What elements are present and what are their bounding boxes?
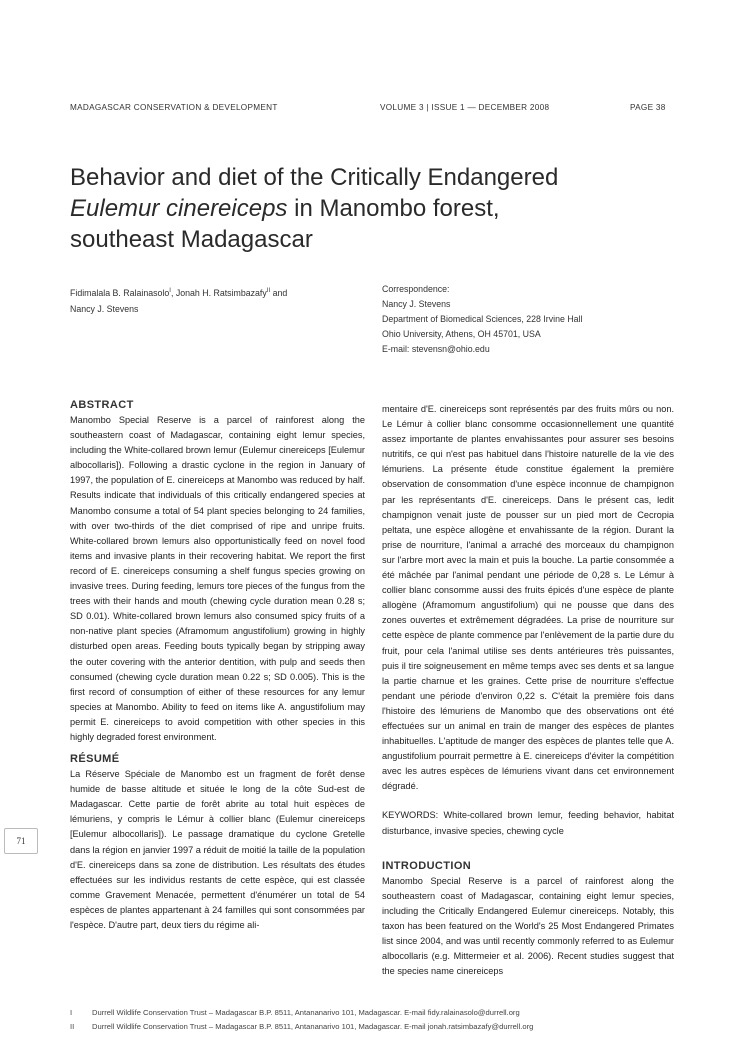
right-column <box>382 402 674 979</box>
title-line-2-rest: in Manombo forest, <box>287 195 500 223</box>
footnote-1-text: Durrell Wildlife Conservation Trust – Madagascar B.P. 8511, Antananarivo 101, Madagascar. E-mail fidy.ralainasolo@durrell.org <box>92 1008 520 1017</box>
footnote-1 <box>70 1008 520 1017</box>
footnote-2 <box>70 1022 533 1031</box>
resume-text-part-1: La Réserve Spéciale de Manombo est un fragment de forêt dense humide de basse altitude et située le long de la côte Sud-est de Madagascar. Cette partie de forêt abrite au total huit espèces de lémuriens, y compris le Lémur à collier blanc (Eulemur cinereiceps [Eulemur albocollaris]). Le passage dramatique du cyclone Gretelle dans la région en janvier 1997 a réduit de moitié la taille de la population d'E. cinereiceps dans sa zone de distribution. Les résultats des études effectuées sur les individus restants de cette espèce, qui est classée comme Gravement Menacée, permettent d'énumérer un total de 54 espèces de plantes appartenant à 24 familles qui sont consommées par l'espèce. D'autre part, deux tiers du régime ali- <box>70 769 365 930</box>
author-and: and <box>270 287 288 298</box>
correspondence-name: Nancy J. Stevens <box>382 299 451 309</box>
author-1: Fidimalala B. Ralainasolo <box>70 287 170 298</box>
title-line-3: southeast Madagascar <box>70 226 313 254</box>
journal-name: MADAGASCAR CONSERVATION & DEVELOPMENT <box>70 103 278 112</box>
author-1-affiliation: I <box>169 288 171 294</box>
keywords-label: KEYWORDS: <box>382 810 439 821</box>
resume-text-part-2: mentaire d'E. cinereiceps sont représentés par des fruits mûrs ou non. Le Lémur à collier blanc consomme occasionnellement une quantité assez importante de plantes envahissantes pour assurer ses besoins nutritifs, ce qui n'est pas habituel dans l'histoire naturelle de la vie des lémuriens. La présente étude constitue également la première observation de consommation d'une espèce inconnue de champignon par les représentants d'E. cinereiceps. Dans le présent cas, ledit champignon venait juste de pousser sur un pied mort de Cecropia peltata, une espèce allogène et envahissante de la région. Durant la prise de nourriture, l'animal a arraché des morceaux du champignon sur l'arbre mort avec la main et puis la bouche. La partie consommée a été mâchée par l'animal pendant une période de 0,28 s. Le Lémur à collier blanc consomme aussi des fruits épicés d'une espèce de plante allogène (Aframomum angustifolium) qui ne pousse que dans des zones ouvertes et extrêmement dégradées. La prise de nourriture sur cette espèce de plante commence par l'enlèvement de la partie dure du fruit, pour cela l'animal utilise ses dents antérieures très puissantes, puis il tire soigneusement en même temps avec ses dents et sa langue la partie charnue et les graines. Cette prise de nourriture s'effectue pendant une période d'environ 0,22 s. C'était la première fois dans l'histoire des lémuriens de Manombo que des observations ont été effectuées sur un animal en train de manger des espèces de plantes inhabituelles. L'aptitude de manger des espèces de plantes telle que A. angustifolium pourrait permettre à E. cinereiceps d'éviter la compétition avec les autres espèces de lémuriens vivant dans cet environnement dégradé. <box>382 404 674 792</box>
issue-info: VOLUME 3 | ISSUE 1 — DECEMBER 2008 <box>380 103 550 112</box>
introduction-text: Manombo Special Reserve is a parcel of rainforest along the southeastern coast of Madagascar, containing eight lemur species, including the Critically Endangered Eulemur cinereiceps. Notably, this taxon has been featured on the World's 25 Most Endangered Primates list since 2004, and was until recently commonly referred to as Eulemur albocollaris (e.g. Mittermeier et al. 2006). Recent studies suggest that the species name cinereiceps <box>382 875 674 977</box>
footnote-2-mark: II <box>70 1022 75 1031</box>
keywords <box>382 808 674 838</box>
left-column <box>70 398 365 933</box>
keywords-text: White-collared brown lemur, feeding behavior, habitat disturbance, invasive species, chewing cycle <box>382 810 674 836</box>
abstract-text: Manombo Special Reserve is a parcel of rainforest along the southeastern coast of Madagascar, containing eight lemur species, including the White-collared brown lemur (Eulemur cinereiceps [Eulemur albocollaris]). Following a drastic cyclone in the region in January of 1997, the population of E. cinereiceps at Manombo was reduced by half. Results indicate that individuals of this critically endangered species at Manombo consume a total of 54 plant species belonging to 24 families, with over two-thirds of the diet comprised of ripe and unripe fruits. White-collared brown lemurs also opportunistically feed on novel food items and invasive plants in their recovering habitat. We report the first record of E. cinereiceps consuming a shelf fungus species growing on invasive trees. During feeding, lemurs tore pieces of the fungus from the trees with their hands and mouth (chewing cycle duration mean 0.28 s; SD 0.01). White-collared brown lemurs also consumed spicy fruits of a non-native plant species (Aframomum angustifolium) growing in highly disturbed open areas. Feeding bouts typically began by stripping away the outer covering with the anterior dentition, with pulp and seeds then consumed (chewing cycle duration mean 0.22 s; SD 0.005). This is the first record of consumption of either of these resources for any lemur species at Manombo. Ability to feed on items like A. angustifolium may permit E. cinereiceps to avoid competition with other species in this highly degraded forest environment. <box>70 415 365 742</box>
title-line-2 <box>70 193 670 224</box>
abstract-heading: ABSTRACT <box>70 399 134 411</box>
page-label: PAGE 38 <box>630 103 666 112</box>
title-line-1: Behavior and diet of the Critically Endangered <box>70 164 559 192</box>
correspondence-block <box>382 282 682 357</box>
footnote-2-text: Durrell Wildlife Conservation Trust – Madagascar B.P. 8511, Antananarivo 101, Madagascar. E-mail jonah.ratsimbazafy@durrell.org <box>92 1022 534 1031</box>
correspondence-label: Correspondence: <box>382 284 450 294</box>
footnote-1-mark: I <box>70 1008 73 1017</box>
author-list <box>70 283 360 317</box>
article-title <box>70 162 670 255</box>
resume-heading: RÉSUMÉ <box>70 753 120 766</box>
correspondence-email: E-mail: stevensn@ohio.edu <box>382 344 490 354</box>
correspondence-dept: Department of Biomedical Sciences, 228 Irvine Hall <box>382 314 583 324</box>
author-2: , Jonah H. Ratsimbazafy <box>170 287 267 298</box>
introduction-heading: INTRODUCTION <box>382 859 472 872</box>
correspondence-university: Ohio University, Athens, OH 45701, USA <box>382 329 541 339</box>
page-number-tab: 71 <box>4 828 38 854</box>
author-3: Nancy J. Stevens <box>70 303 139 314</box>
title-species: Eulemur cinereiceps <box>70 195 288 223</box>
author-2-affiliation: II <box>266 288 271 294</box>
